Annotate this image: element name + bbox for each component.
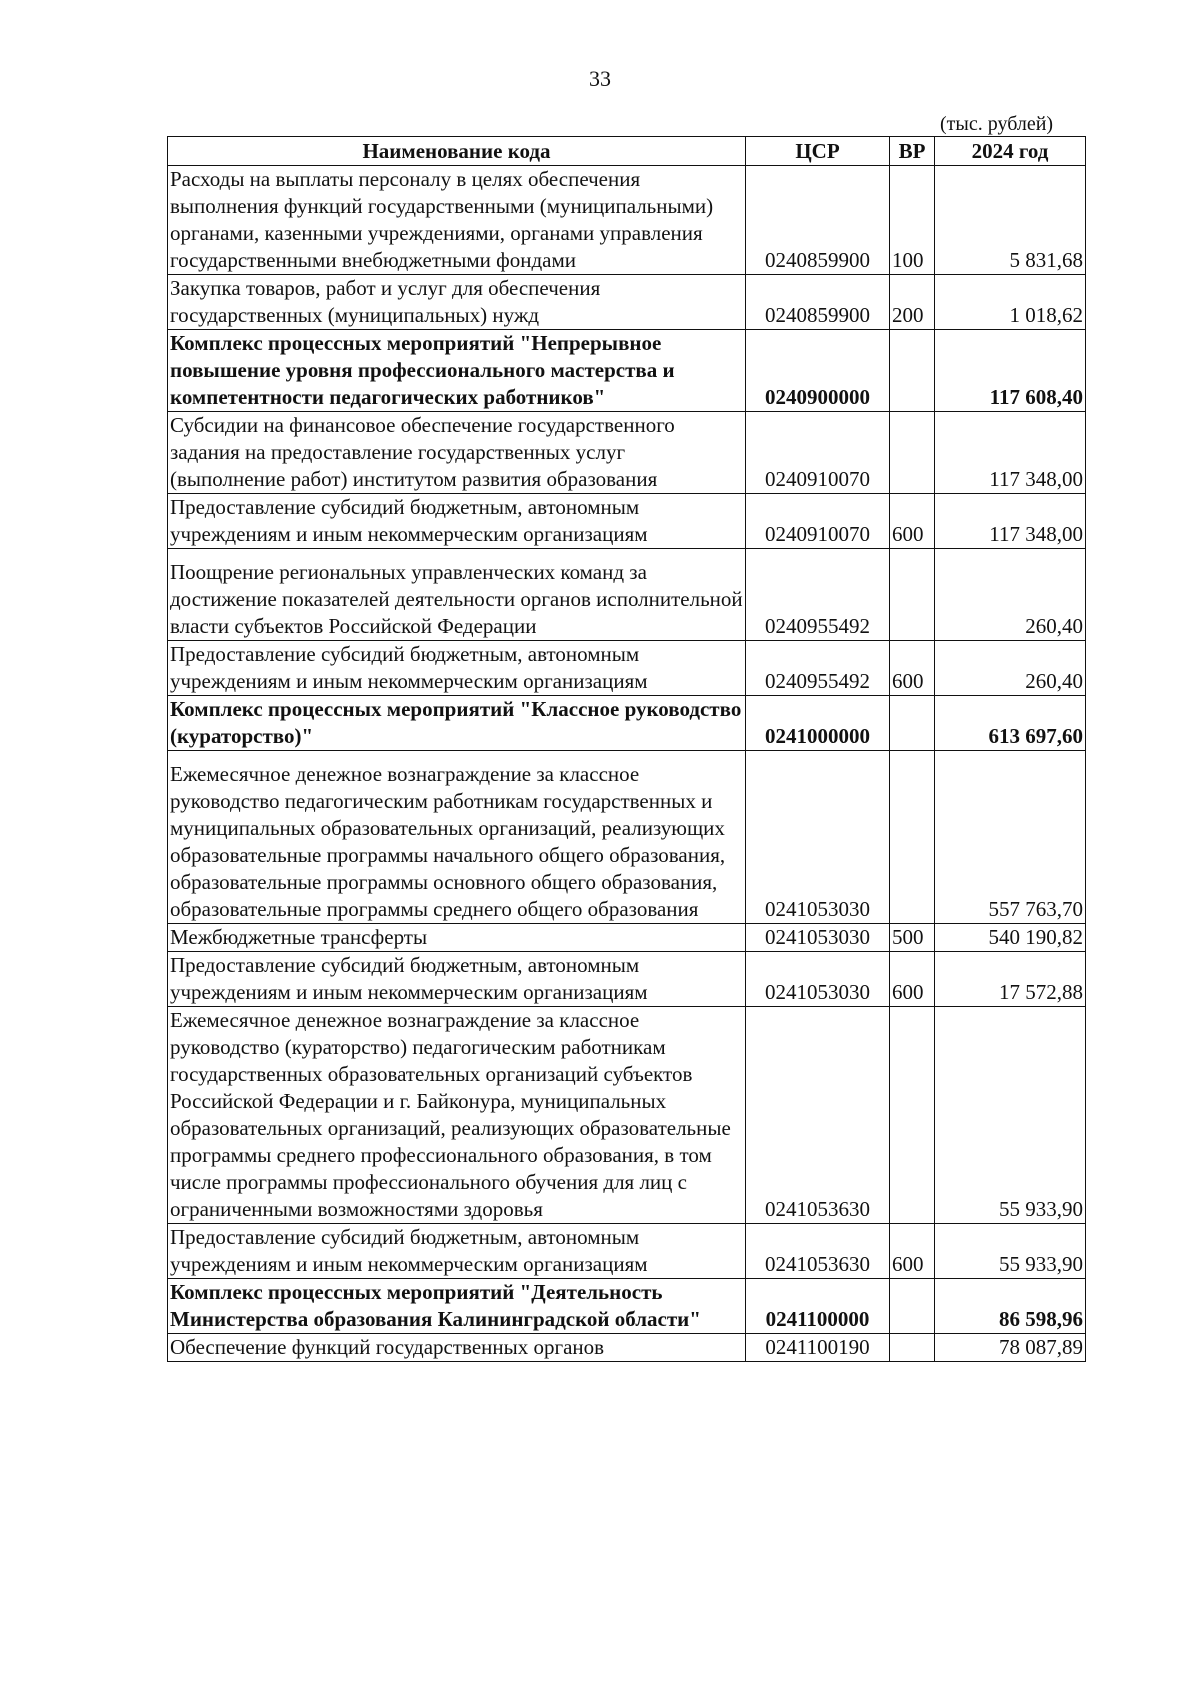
row-vr: [890, 1007, 935, 1224]
row-sum: 613 697,60: [935, 696, 1086, 751]
row-csr: 0240955492: [746, 549, 890, 641]
table-row: [168, 330, 1086, 412]
header-year: 2024 год: [935, 137, 1086, 166]
row-sum: 260,40: [935, 549, 1086, 641]
row-sum: 117 608,40: [935, 330, 1086, 412]
row-csr: 0240859900: [746, 166, 890, 275]
table-row: [168, 166, 1086, 275]
row-csr: 0241000000: [746, 696, 890, 751]
row-name: Обеспечение функций государственных органов: [168, 1334, 746, 1362]
row-csr: 0241053630: [746, 1224, 890, 1279]
row-sum: 260,40: [935, 641, 1086, 696]
row-name: Закупка товаров, работ и услуг для обеспечения государственных (муниципальных) нужд: [168, 275, 746, 330]
table-header: [168, 137, 1086, 166]
table-row: [168, 696, 1086, 751]
row-sum: 5 831,68: [935, 166, 1086, 275]
row-vr: [890, 1334, 935, 1362]
row-name: Комплекс процессных мероприятий "Деятельность Министерства образования Калининградской области": [168, 1279, 746, 1334]
row-name: Комплекс процессных мероприятий "Классное руководство (кураторство)": [168, 696, 746, 751]
table-row: [168, 549, 1086, 641]
row-csr: 0240955492: [746, 641, 890, 696]
table-row: [168, 924, 1086, 952]
row-csr: 0241053030: [746, 924, 890, 952]
table-row: [168, 494, 1086, 549]
row-name: Предоставление субсидий бюджетным, автономным учреждениям и иным некоммерческим организациям: [168, 494, 746, 549]
table-row: [168, 275, 1086, 330]
row-name: Предоставление субсидий бюджетным, автономным учреждениям и иным некоммерческим организациям: [168, 1224, 746, 1279]
row-sum: 540 190,82: [935, 924, 1086, 952]
table-row: [168, 1279, 1086, 1334]
row-sum: 117 348,00: [935, 494, 1086, 549]
row-name: Ежемесячное денежное вознаграждение за классное руководство педагогическим работникам государственных и муниципальных образовательных организаций, реализующих образовательные программы начального общего образования, образовательные программы основного общего образования, образовательные программы среднего общего образования: [168, 751, 746, 924]
header-csr: ЦСР: [746, 137, 890, 166]
table-row: [168, 641, 1086, 696]
row-csr: 0240900000: [746, 330, 890, 412]
table-row: [168, 751, 1086, 924]
row-vr: [890, 330, 935, 412]
row-name: Предоставление субсидий бюджетным, автономным учреждениям и иным некоммерческим организациям: [168, 641, 746, 696]
row-vr: [890, 1279, 935, 1334]
table-row: [168, 1334, 1086, 1362]
row-sum: 1 018,62: [935, 275, 1086, 330]
table-body: [168, 166, 1086, 1362]
page-number: 33: [589, 66, 611, 91]
header-vr: ВР: [890, 137, 935, 166]
header-row: [168, 137, 1086, 166]
table-row: [168, 952, 1086, 1007]
row-vr: [890, 549, 935, 641]
row-sum: 557 763,70: [935, 751, 1086, 924]
header-name: Наименование кода: [168, 137, 746, 166]
row-vr: 100: [890, 166, 935, 275]
row-vr: 500: [890, 924, 935, 952]
table-row: [168, 1224, 1086, 1279]
units-note: (тыс. рублей): [940, 113, 1054, 135]
row-name: Межбюджетные трансферты: [168, 924, 746, 952]
row-name: Субсидии на финансовое обеспечение государственного задания на предоставление государственных услуг (выполнение работ) институтом развития образования: [168, 412, 746, 494]
row-csr: 0241053030: [746, 751, 890, 924]
row-csr: 0240910070: [746, 494, 890, 549]
row-csr: 0240859900: [746, 275, 890, 330]
row-name: Расходы на выплаты персоналу в целях обеспечения выполнения функций государственными (муниципальными) органами, казенными учреждениями, органами управления государственными внебюджетными фондами: [168, 166, 746, 275]
row-name: Комплекс процессных мероприятий "Непрерывное повышение уровня профессионального мастерства и компетентности педагогических работников": [168, 330, 746, 412]
budget-table: [167, 136, 1086, 1362]
row-csr: 0240910070: [746, 412, 890, 494]
row-sum: 78 087,89: [935, 1334, 1086, 1362]
row-sum: 17 572,88: [935, 952, 1086, 1007]
row-vr: 600: [890, 641, 935, 696]
row-sum: 55 933,90: [935, 1224, 1086, 1279]
table-row: [168, 1007, 1086, 1224]
row-vr: [890, 412, 935, 494]
row-vr: 200: [890, 275, 935, 330]
row-name: Поощрение региональных управленческих команд за достижение показателей деятельности органов исполнительной власти субъектов Российской Федерации: [168, 549, 746, 641]
row-sum: 86 598,96: [935, 1279, 1086, 1334]
row-vr: [890, 696, 935, 751]
row-vr: 600: [890, 494, 935, 549]
row-vr: 600: [890, 1224, 935, 1279]
row-sum: 117 348,00: [935, 412, 1086, 494]
row-vr: 600: [890, 952, 935, 1007]
row-csr: 0241100000: [746, 1279, 890, 1334]
row-csr: 0241053630: [746, 1007, 890, 1224]
table-row: [168, 412, 1086, 494]
row-name: Ежемесячное денежное вознаграждение за классное руководство (кураторство) педагогическим работникам государственных образовательных организаций субъектов Российской Федерации и г. Байконура, муниципальных образовательных организаций, реализующих образовательные программы среднего профессионального образования, в том числе программы профессионального обучения для лиц с ограниченными возможностями здоровья: [168, 1007, 746, 1224]
row-vr: [890, 751, 935, 924]
row-csr: 0241053030: [746, 952, 890, 1007]
row-name: Предоставление субсидий бюджетным, автономным учреждениям и иным некоммерческим организациям: [168, 952, 746, 1007]
row-sum: 55 933,90: [935, 1007, 1086, 1224]
row-csr: 0241100190: [746, 1334, 890, 1362]
